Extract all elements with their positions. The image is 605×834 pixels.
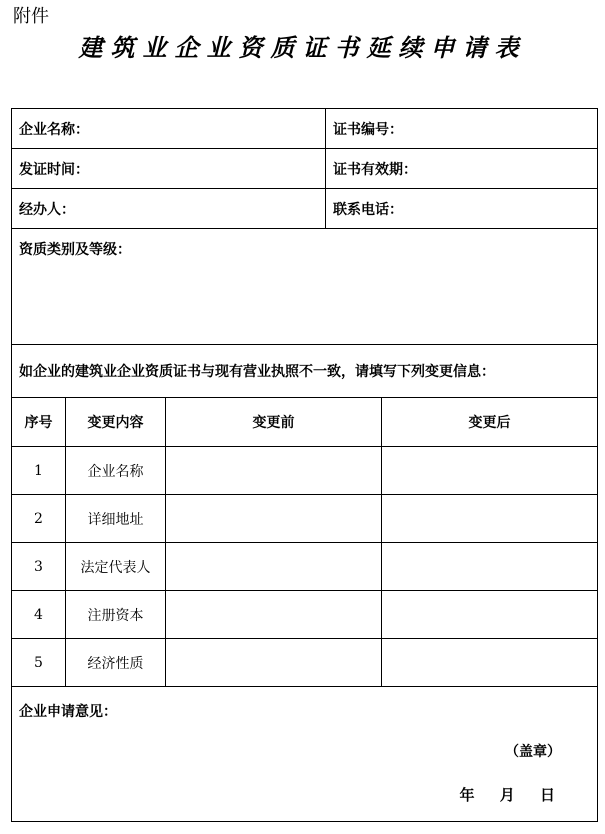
row-item: 注册资本 (66, 591, 166, 639)
validity-label: 证书有效期： (333, 161, 417, 178)
cert-number-label: 证书编号： (333, 121, 403, 138)
issue-date-field[interactable] (12, 149, 326, 189)
header-before: 变更前 (166, 398, 382, 447)
opinion-label: 企业申请意见： (19, 704, 117, 720)
before-input[interactable] (166, 447, 382, 495)
qualification-label: 资质类别及等级： (19, 242, 131, 258)
header-item: 变更内容 (66, 398, 166, 447)
handler-field[interactable] (12, 189, 326, 229)
row-item: 经济性质 (66, 639, 166, 687)
change-note-row (12, 345, 598, 398)
change-table-header (12, 398, 598, 447)
row-item: 详细地址 (66, 495, 166, 543)
opinion-field[interactable] (12, 687, 598, 822)
handler-label: 经办人： (19, 201, 75, 218)
header-no: 序号 (12, 398, 66, 447)
info-row (12, 149, 598, 189)
phone-field[interactable] (326, 189, 598, 229)
year-label: 年 (459, 786, 475, 804)
phone-label: 联系电话： (333, 201, 403, 218)
day-label: 日 (539, 786, 555, 804)
after-input[interactable] (382, 591, 598, 639)
before-input[interactable] (166, 591, 382, 639)
after-input[interactable] (382, 495, 598, 543)
row-number: 3 (12, 543, 66, 591)
after-input[interactable] (382, 447, 598, 495)
row-item: 企业名称 (66, 447, 166, 495)
row-number: 2 (12, 495, 66, 543)
application-form-table (11, 108, 598, 822)
after-input[interactable] (382, 639, 598, 687)
qualification-field[interactable] (12, 229, 598, 345)
row-number: 4 (12, 591, 66, 639)
company-name-label: 企业名称： (19, 121, 89, 138)
header-after: 变更后 (382, 398, 598, 447)
company-name-field[interactable] (12, 109, 326, 149)
validity-field[interactable] (326, 149, 598, 189)
issue-date-label: 发证时间： (19, 161, 89, 178)
row-number: 1 (12, 447, 66, 495)
before-input[interactable] (166, 543, 382, 591)
table-row (12, 543, 598, 591)
qualification-row (12, 229, 598, 345)
info-row (12, 109, 598, 149)
attachment-label: 附件 (13, 6, 49, 27)
table-row (12, 591, 598, 639)
cert-number-field[interactable] (326, 109, 598, 149)
table-row (12, 639, 598, 687)
info-row (12, 189, 598, 229)
after-input[interactable] (382, 543, 598, 591)
date-line (459, 784, 555, 805)
opinion-row (12, 687, 598, 822)
form-title: 建筑业企业资质证书延续申请表 (78, 33, 527, 62)
seal-label: （盖章） (505, 744, 561, 760)
before-input[interactable] (166, 495, 382, 543)
before-input[interactable] (166, 639, 382, 687)
row-item: 法定代表人 (66, 543, 166, 591)
row-number: 5 (12, 639, 66, 687)
month-label: 月 (499, 786, 515, 804)
table-row (12, 495, 598, 543)
table-row (12, 447, 598, 495)
change-note: 如企业的建筑业企业资质证书与现有营业执照不一致，请填写下列变更信息： (12, 345, 598, 398)
